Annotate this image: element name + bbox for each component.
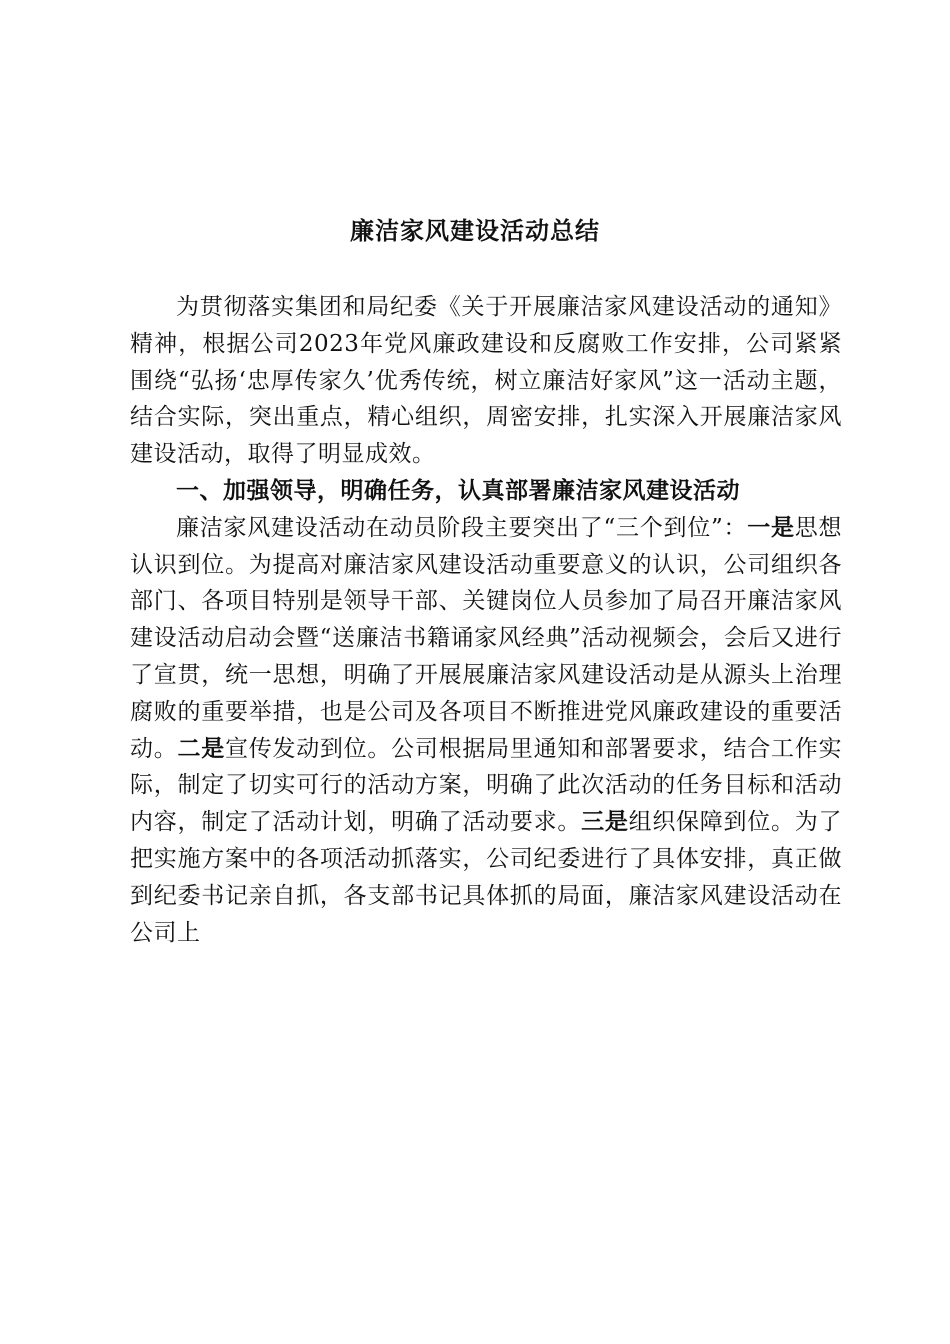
point-2-label: 二是: [177, 735, 225, 762]
document-body: [130, 289, 842, 951]
point-2-text: 宣传发动到位。公司根据局里通知和部署要求，结合工作实际，制定了切实可行的活动方案，明确了此次活动的任务目标和活动内容，制定了活动计划，明确了活动要求。: [130, 735, 843, 836]
point-1-text: 思想认识到位。为提高对廉洁家风建设活动重要意义的认识，公司组织各部门、各项目特别是领导干部、关键岗位人员参加了局召开廉洁家风建设活动启动会暨“送廉洁书籍诵家风经典”活动视频会，会后又进行了宣贯，统一思想，明确了开展展廉洁家风建设活动是从源头上治理腐败的重要举措，也是公司及各项目不断推进党风廉政建设的重要活动。: [130, 514, 842, 762]
section-heading-1: 一、加强领导，明确任务，认真部署廉洁家风建设活动: [176, 477, 740, 504]
section-1-paragraph: [130, 510, 842, 952]
point-3-label: 三是: [581, 809, 629, 836]
document-title: 廉洁家风建设活动总结: [350, 217, 600, 245]
point-3-text: 组织保障到位。为了把实施方案中的各项活动抓落实，公司纪委进行了具体安排，真正做到纪委书记亲自抓，各支部书记具体抓的局面，廉洁家风建设活动在公司上: [130, 809, 843, 946]
point-1-label: 一是: [747, 514, 795, 541]
section-1-lead: 廉洁家风建设活动在动员阶段主要突出了“三个到位”：: [176, 514, 748, 541]
intro-paragraph: 为贯彻落实集团和局纪委《关于开展廉洁家风建设活动的通知》精神，根据公司2023年党风廉政建设和反腐败工作安排，公司紧紧围绕“弘扬‘忠厚传家久’优秀传统，树立廉洁好家风”这一活动主题，结合实际，突出重点，精心组织，周密安排，扎实深入开展廉洁家风建设活动，取得了明显成效。: [130, 294, 842, 468]
